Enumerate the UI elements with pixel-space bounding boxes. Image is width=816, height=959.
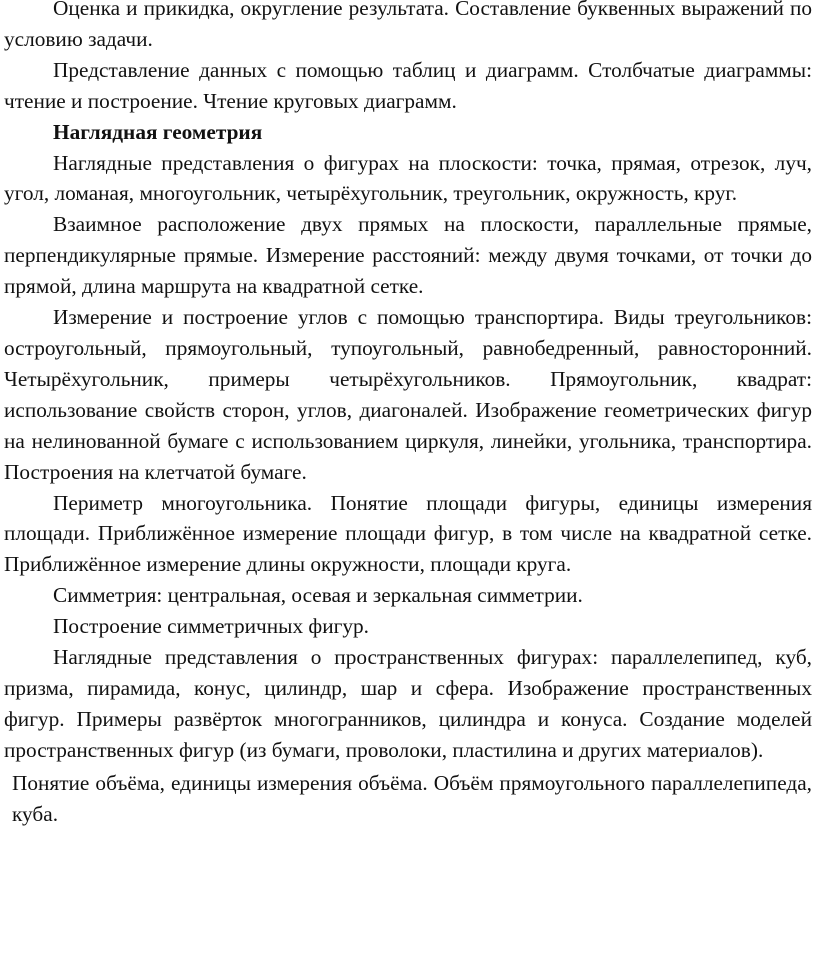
paragraph-volume: Понятие объёма, единицы измерения объёма. Объём прямоугольного параллелепипеда, куба. xyxy=(12,770,812,826)
paragraph-estimation: Оценка и прикидка, округление результата. Составление буквенных выражений по условию задачи. xyxy=(4,0,812,51)
paragraph-lines-distances: Взаимное расположение двух прямых на плоскости, параллельные прямые, перпендикулярные прямые. Измерение расстояний: между двумя точками, от точки до прямой, длина маршрута на квадратной сетке. xyxy=(4,212,812,299)
paragraph-symmetry: Симметрия: центральная, осевая и зеркальная симметрии. xyxy=(53,583,583,608)
paragraph-perimeter-area: Периметр многоугольника. Понятие площади фигуры, единицы измерения площади. Приближённое измерение площади фигур, в том числе на квадратной сетке. Приближённое измерение длины окружности, площади круга. xyxy=(4,490,812,577)
paragraph-angles-triangles: Измерение и построение углов с помощью транспортира. Виды треугольников: остроугольный, прямоугольный, тупоугольный, равнобедренный, равносторонний. Четырёхугольник, примеры четырёхугольников. Прямоугольник, квадрат: использование свойств сторон, углов, диагоналей. Изображение геометрических фигур на нелинованной бумаге с использованием циркуля, линейки, угольника, транспортира. Построения на клетчатой бумаге. xyxy=(4,305,812,484)
section-heading: Наглядная геометрия xyxy=(53,119,263,144)
paragraph-plane-figures: Наглядные представления о фигурах на плоскости: точка, прямая, отрезок, луч, угол, ломаная, многоугольник, четырёхугольник, треугольник, окружность, круг. xyxy=(4,150,812,206)
paragraph-symmetric-construction: Построение симметричных фигур. xyxy=(53,614,369,639)
paragraph-spatial-figures: Наглядные представления о пространственных фигурах: параллелепипед, куб, призма, пирамида, конус, цилиндр, шар и сфера. Изображение пространственных фигур. Примеры развёрток многогранников, цилиндра и конуса. Создание моделей пространственных фигур (из бумаги, проволоки, пластилина и других материалов). xyxy=(4,645,812,762)
paragraph-data-representation: Представление данных с помощью таблиц и диаграмм. Столбчатые диаграммы: чтение и построение. Чтение круговых диаграмм. xyxy=(4,57,812,113)
